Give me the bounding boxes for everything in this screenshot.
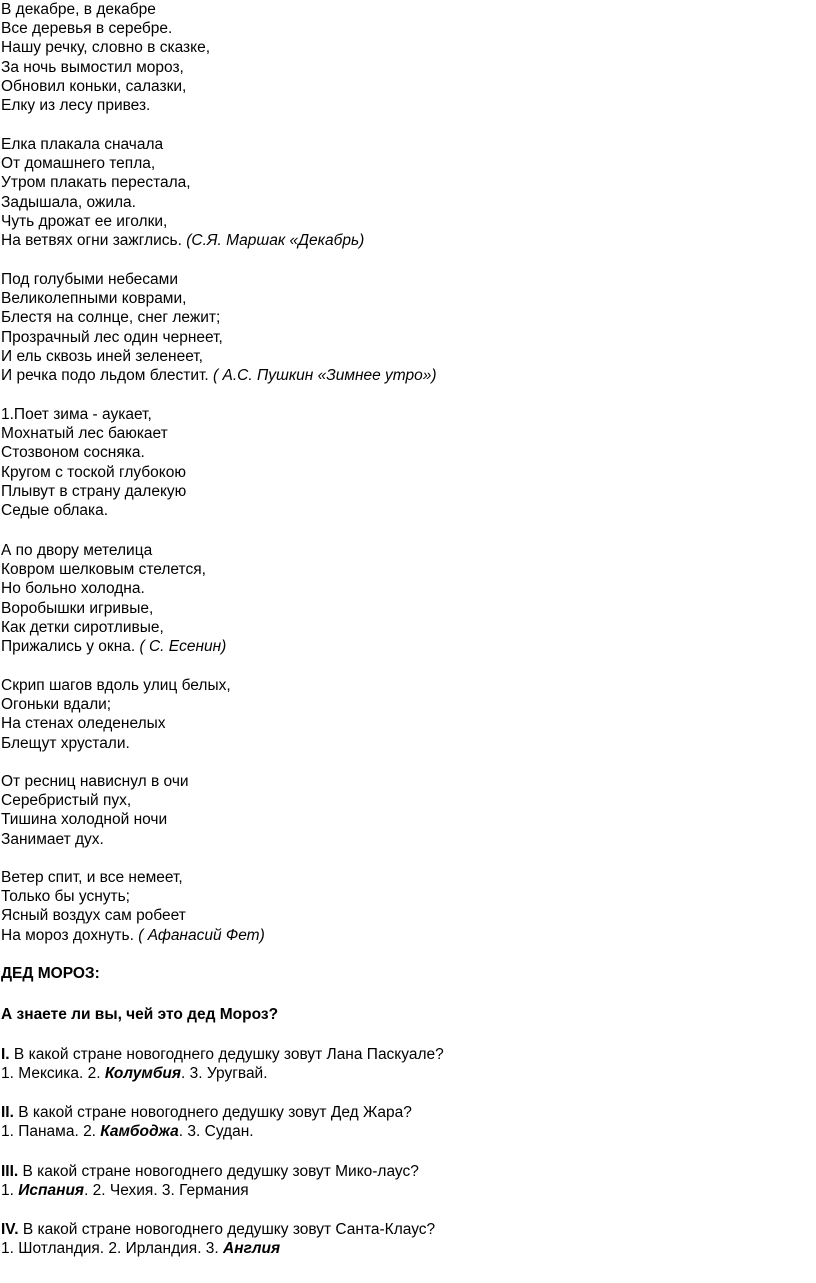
poem-line: На стенах оледенелых — [1, 715, 166, 733]
poem-line: Елка плакала сначала — [1, 136, 164, 153]
poem-stanza — [1, 0, 210, 115]
poem-line: И ель сквозь иней зеленеет, — [1, 347, 203, 365]
poem-line: На ветвях огни зажглись. — [1, 232, 182, 250]
quiz-question — [1, 1220, 435, 1258]
question-text-line — [1, 1103, 412, 1122]
question-text-line — [1, 1220, 435, 1239]
poem-stanza — [1, 405, 186, 520]
poem-line: Тишина холодной ночи — [1, 811, 168, 829]
poem-line: Скрип шагов вдоль улиц белых, — [1, 677, 231, 694]
question-text: В какой стране новогоднего дедушку зовут Дед Жара? — [13, 1104, 412, 1121]
poem-line-with-attribution — [1, 926, 265, 945]
poem-line: Седые облака. — [1, 502, 109, 520]
quiz-question — [1, 1162, 419, 1200]
question-numeral: II. — [1, 1104, 14, 1121]
question-options — [1, 1122, 412, 1141]
section-title: ДЕД МОРОЗ: — [1, 965, 100, 982]
poem-line: Кругом с тоской глубокою — [1, 463, 186, 481]
poem-line: От ресниц нависнул в очи — [1, 773, 189, 790]
poem-stanza — [1, 772, 189, 849]
poem-line: Великолепными коврами, — [1, 290, 187, 308]
poem-stanza — [1, 270, 437, 385]
question-options — [1, 1064, 444, 1083]
option-text: 1. Шотландия. 2. Ирландия. 3. — [1, 1240, 224, 1258]
poem-line: Чуть дрожат ее иголки, — [1, 212, 168, 230]
question-numeral: III. — [1, 1163, 19, 1180]
question-text: В какой стране новогоднего дедушку зовут Санта-Клаус? — [18, 1221, 436, 1238]
poem-line: Но больно холодна. — [1, 580, 145, 598]
poem-line: За ночь вымостил мороз, — [1, 58, 184, 76]
poem-line: Все деревья в серебре. — [1, 20, 173, 38]
poem-line: Мохнатый лес баюкает — [1, 425, 168, 443]
quiz-question — [1, 1045, 444, 1083]
poem-attribution: ( А.С. Пушкин «Зимнее утро») — [213, 367, 437, 385]
poem-line: Ветер спит, и все немеет, — [1, 869, 183, 886]
poem-line: От домашнего тепла, — [1, 155, 156, 173]
correct-answer: Испания — [18, 1182, 85, 1200]
poem-line: На мороз дохнуть. — [1, 926, 134, 944]
question-numeral: IV. — [1, 1221, 19, 1238]
quiz-title: А знаете ли вы, чей это дед Мороз? — [1, 1006, 279, 1023]
option-text: . 2. Чехия. 3. Германия — [84, 1182, 249, 1200]
question-text-line — [1, 1162, 419, 1181]
poem-line: Только бы уснуть; — [1, 888, 130, 906]
option-text: 1. Мексика. 2. — [1, 1065, 105, 1083]
poem-line: Серебристый пух, — [1, 792, 132, 810]
question-options — [1, 1181, 419, 1200]
option-text: . 3. Судан. — [178, 1123, 254, 1141]
question-text-line — [1, 1045, 444, 1064]
option-text: 1. Панама. 2. — [1, 1123, 101, 1141]
poem-line: И речка подо льдом блестит. — [1, 367, 209, 385]
poem-attribution: (С.Я. Маршак «Декабрь) — [186, 232, 365, 250]
question-text: В какой стране новогоднего дедушку зовут Мико-лаус? — [18, 1163, 419, 1180]
question-text: В какой стране новогоднего дедушку зовут Лана Паскуале? — [9, 1046, 444, 1063]
option-text: 1. — [1, 1182, 19, 1200]
poem-line: Занимает дух. — [1, 830, 104, 848]
poem-line: Воробышки игривые, — [1, 599, 154, 617]
poem-stanza — [1, 135, 364, 250]
poem-line: Как детки сиротливые, — [1, 618, 164, 636]
poem-line: Блещут хрустали. — [1, 734, 130, 752]
poem-line: Нашу речку, словно в сказке, — [1, 39, 211, 57]
poem-line: Ясный воздух сам робеет — [1, 907, 186, 925]
poem-line: Прозрачный лес один чернеет, — [1, 328, 223, 346]
poem-line: 1.Поет зима - аукает, — [1, 406, 152, 423]
option-text: . 3. Уругвай. — [181, 1065, 268, 1083]
poem-line: Плывут в страну далекую — [1, 482, 187, 500]
poem-stanza — [1, 868, 265, 945]
poem-line: Ковром шелковым стелется, — [1, 561, 206, 579]
correct-answer: Камбоджа — [100, 1123, 179, 1141]
poem-line: Елку из лесу привез. — [1, 97, 151, 115]
poem-stanza — [1, 541, 226, 656]
poem-line: Обновил коньки, салазки, — [1, 77, 187, 95]
poem-line-with-attribution — [1, 637, 226, 656]
poem-line: Огоньки вдали; — [1, 696, 112, 714]
poem-attribution: ( Афанасий Фет) — [138, 926, 265, 944]
poem-line: Стозвоном сосняка. — [1, 444, 145, 462]
quiz-question — [1, 1103, 412, 1141]
poem-line: Под голубыми небесами — [1, 271, 178, 288]
poem-line: Прижались у окна. — [1, 638, 136, 656]
poem-line-with-attribution — [1, 366, 437, 385]
correct-answer: Колумбия — [104, 1065, 182, 1083]
poem-line: Утром плакать перестала, — [1, 174, 191, 192]
poem-line: А по двору метелица — [1, 542, 153, 559]
correct-answer: Англия — [223, 1240, 281, 1258]
poem-attribution: ( С. Есенин) — [139, 638, 227, 656]
question-options — [1, 1239, 435, 1258]
poem-stanza — [1, 676, 231, 753]
poem-line: Блестя на солнце, снег лежит; — [1, 309, 221, 327]
poem-line-with-attribution — [1, 231, 364, 250]
question-numeral: I. — [1, 1046, 10, 1063]
poem-line: В декабре, в декабре — [1, 1, 156, 18]
poem-line: Задышала, ожила. — [1, 193, 136, 211]
